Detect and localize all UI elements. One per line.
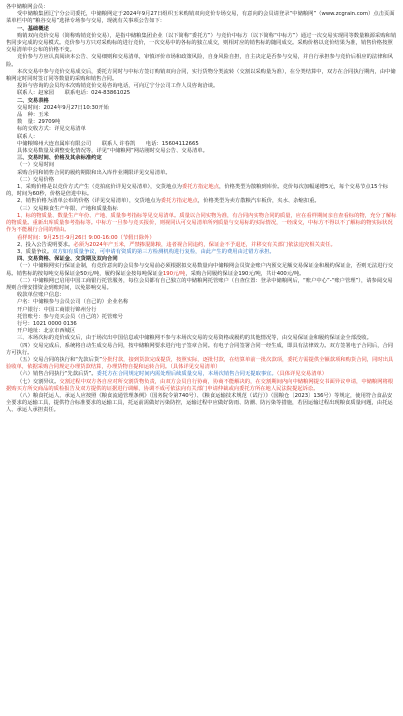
bank-info-title: 收款单位账户信息： [17, 292, 65, 299]
section-1-paragraph-2: 竞价参与方应认真阅读本公告、交易细则和交易清单，审慎评价市场和政策风险，自身风险自担，自主决定是否参与交易，并自行承担参与竞价后相应的法律和风险。 [6, 54, 394, 68]
section-4-6 [6, 371, 397, 378]
section-4-7 [6, 379, 397, 393]
s3-2-p1-highlight: 委托方指定地点 [181, 184, 220, 191]
section-4-4: （四）交易完成后，系统将自动生成交易合同，按中储粮网要求进行电子签章合同。有电子合同签署合同一经生成，即具有法律效力。双方签署电子合同后，合同方可执行。 [6, 342, 394, 356]
section-1-contact: 联系人：赵家园 联系电话：024-83861025 [17, 90, 131, 97]
s4-1-highlight: 190元/吨 [162, 270, 186, 277]
s3-3-p2-highlight: 必须为2024年产玉米，严禁掺混陈粮，违者视合同违约，保证金不予退还，并移交有关部门依法追究相关责任。 [73, 241, 336, 248]
quantity: 数 量：29709吨 [17, 119, 61, 126]
s3-2-p2-rest: ，价格类型为卖方散粮汽车板价，夹水、杂缩扣重。 [197, 198, 320, 205]
s3-2-p2-highlight: 委托方指定地点 [160, 198, 198, 205]
section-4-5 [6, 357, 397, 371]
section-1-paragraph-3: 本次交易中参与竞价交易成交后，委托方同时与中标方签订购销双向合同，实行货物分类流转（交割以采购量为准），在分类结算中，双方在合同执行期内，由中储粮网定时同时签订同等数量的采购和销售合同。 [6, 68, 396, 83]
section-1-title: 一、基础概述 [17, 25, 49, 32]
section-3-2-title: （二）交易价格 [17, 176, 55, 183]
section-2-note: 具体交易数量及调整变化情况等，详见“中储粮网”网站刚时交易公告、交易清单。 [17, 148, 208, 155]
section-3-3-paragraph-1: 1、标的物质量、数量生产年份、产地、质量参考指标等见交易清单。质量以合同实物为准，有合同内实物合同的质量，应在看样期间亲自查看标的物，充分了解标的物质量。重新出库质量参考指标等。中标方一旦参与竞买报价，则视同认可交易清单所列质量与交易标的实际情况，一经成交，中标方不得以不了解标的物实际状况作为不能履行合同的理由。 [6, 212, 397, 234]
s4-7-highlight: 交割过程中双方各自应对所交割货物负责，由双方会员自行协商，协商不能解决的，在交割期间内向中储粮网提交书面异议申请，中储粮网将根据购买方所交商品的质检报告及双方提供的证据进行调解，协调不成可依法向有关部门申请仲裁或向委托方所在地人民法院提起诉讼。 [6, 378, 394, 392]
section-3-3-title: （三）交易粮食生产年限、产地和质量指标 [17, 205, 118, 212]
bank-account-number: 托管账号：参与竞买会员（自己的）托管账号 [17, 313, 123, 320]
s4-5-extra: （具体详见交易清单） [170, 364, 221, 371]
greeting: 各中储粮网会员： [6, 4, 49, 10]
s4-5-title: （五）交易合同的执行和“先款后货” [17, 356, 102, 363]
section-4-1 [6, 263, 397, 277]
section-1-paragraph-4: 投诉与咨询的会员均本次购销竞价交易咨询电话，可向辽宁分公司工作人员咨询洽谈。 [17, 83, 219, 90]
section-3-1-text: 采购合同和销售合同的履约期限和出入库作业期限详见交易清单。 [17, 169, 171, 176]
s3-3-p2-text: 2、投入公告说明要求。 [17, 241, 74, 248]
section-3-3-paragraph-2 [6, 242, 397, 249]
bank-code: 行号：1021 0000 0136 [17, 320, 77, 327]
section-1-paragraph-1: 购销双向竞价交易（简称购销竞价交易），是指中储粮集团企业（以下简称“委托方”）与竞价中标方（以下简称“中标方”）通过一次交易实现同等数量粮源采购和销售同步完成的交易模式。竞价参与方只对采购标的进行竞价，一次交易中的各标的独立成交，则相对应的销售标的随同成交。采购价格以竞价结果为准，销售价格按照交易清单中公布的价格不变。 [6, 32, 397, 54]
bank-account-name: 户名：中储粮参与会员公司（自己的）企业名称 [17, 299, 129, 306]
s3-3-p3-highlight: 双方如有质量争议，可申请有资质的第三方检测机构进行复检，由此产生的费用由过错方承担。 [52, 248, 275, 255]
s3-3-p3-text: 3、质量争议。 [17, 248, 53, 255]
contact-line: 中储粮锦州大连直属库有限公司 联系人 许春凯 电话：15604112665 [17, 140, 199, 147]
s4-6-extra: （具体详见交易清单） [276, 371, 328, 378]
s3-2-p1-rest: ，价格类型为散粮到库价。竞价每次加幅递增5元，每个交易节点15个标的，时间为60秒，价格是倍进中标。 [6, 184, 389, 198]
section-2-title: 二、交易表格 [17, 97, 49, 104]
s3-2-p2-text: 2、销售价格为清单公布的价格（详见交易清单），交货地点为 [17, 198, 161, 205]
s4-1-text: （一）中储粮网实行保证金制，有竞价意向的会员参与交易前必须根据拟交易数量向中储粮网会员资金账户内预交足额交易保证金和履约保证金，否则无法进行交易。销售标的按每吨交易保证金50元/吨，履约保证金按每吨保证金 [6, 263, 394, 277]
s4-6-title: （六）销售合同执行“先款后货”。 [17, 371, 97, 378]
s4-1-rest: ，采购合同履约保证金190元/吨，共计400元/吨。 [185, 270, 305, 277]
s3-2-p1-text: 1、采购价格是以竞价方式产生（竞拍底价详见交易清单），交货地点为 [17, 184, 182, 191]
intro-paragraph: 受中储粮集团辽宁分公司委托，中储粮网定于2024年9月27日组织玉米购销双向竞价专场交易，有意向的会员请登录“中储粮网”（www.zcgrain.com）点击页面菜单栏中的“粮谷交易”选择专场参与交易，现就有关事项公告如下： [6, 11, 395, 25]
s4-7-title: （七）交割异议。 [17, 378, 60, 385]
variety: 品 种：玉米 [17, 112, 49, 119]
section-3-2-paragraph-2 [6, 198, 397, 205]
bank-location: 开户地址：北京市西城区 [17, 328, 76, 335]
delivery-location: 标的交收方式：详见交易清单 [17, 126, 86, 133]
section-4-title: 四、交易资格、保证金、交货期及双向合同 [17, 256, 118, 263]
section-4-2: （二）中储粮网已启用中国工商银行托管服务，每位会员都有自己独立的中储粮网托管账户（自查位置：登录中储粮网后，“账户中心”-“账户管理”），请参阅交易规则合理安排资金到账时间，以免影响交易。 [6, 277, 393, 291]
contact-label: 联系人： [17, 133, 39, 140]
section-4-8: （八）粮食托运人、承运人应按照《粮食流通管理条例》（国务院令第740号）、《粮食运输技术规范（试行）》（国粮仓〔2023〕136号）等规定，使用符合食品安全要求的运输工具，提供符合标准要求的运输工具，托运前需做好污染防控，运输过程中应做好防雨、防潮、防污染等措施，若因运输过程出现粮食质量问题，由托运人、承运人承担责任。 [6, 392, 393, 414]
viewing-time: 看样时间：9月25日-9月26日 9:00-16:00（节假日除外） [17, 234, 155, 241]
section-4-3: 三、本场次标的竞价成交后，由于场次出中国信息或中储粮网不参与本场次交易的交易资格或履约的其他情况等，由交易保证金和履约保证金全部没收。 [17, 335, 372, 342]
s4-6-highlight: 委托方在合同规定时间内需处理后续质量交易，本场次销售合同无提取事宜。 [96, 371, 277, 378]
section-3-2-paragraph-1 [6, 184, 397, 198]
section-3-1-title: （一）交易时间 [17, 162, 55, 169]
trade-date: 交易时间：2024年9月27日10:30开始 [17, 104, 109, 111]
section-3-title: 三、交易时间、价格及其余标准约定 [17, 155, 102, 162]
s4-5-highlight: 分批付款，接到货款完成提货，按照实际，逐批付款，在结算单前一批次款项，委托方需提供全额款项和购货合同，同时出具验收单，依据采购合同规定办理货款结算，办理货物自提和运转合同。 [6, 356, 394, 371]
bank-name: 开户银行：中国工商银行锦州分行 [17, 306, 97, 313]
